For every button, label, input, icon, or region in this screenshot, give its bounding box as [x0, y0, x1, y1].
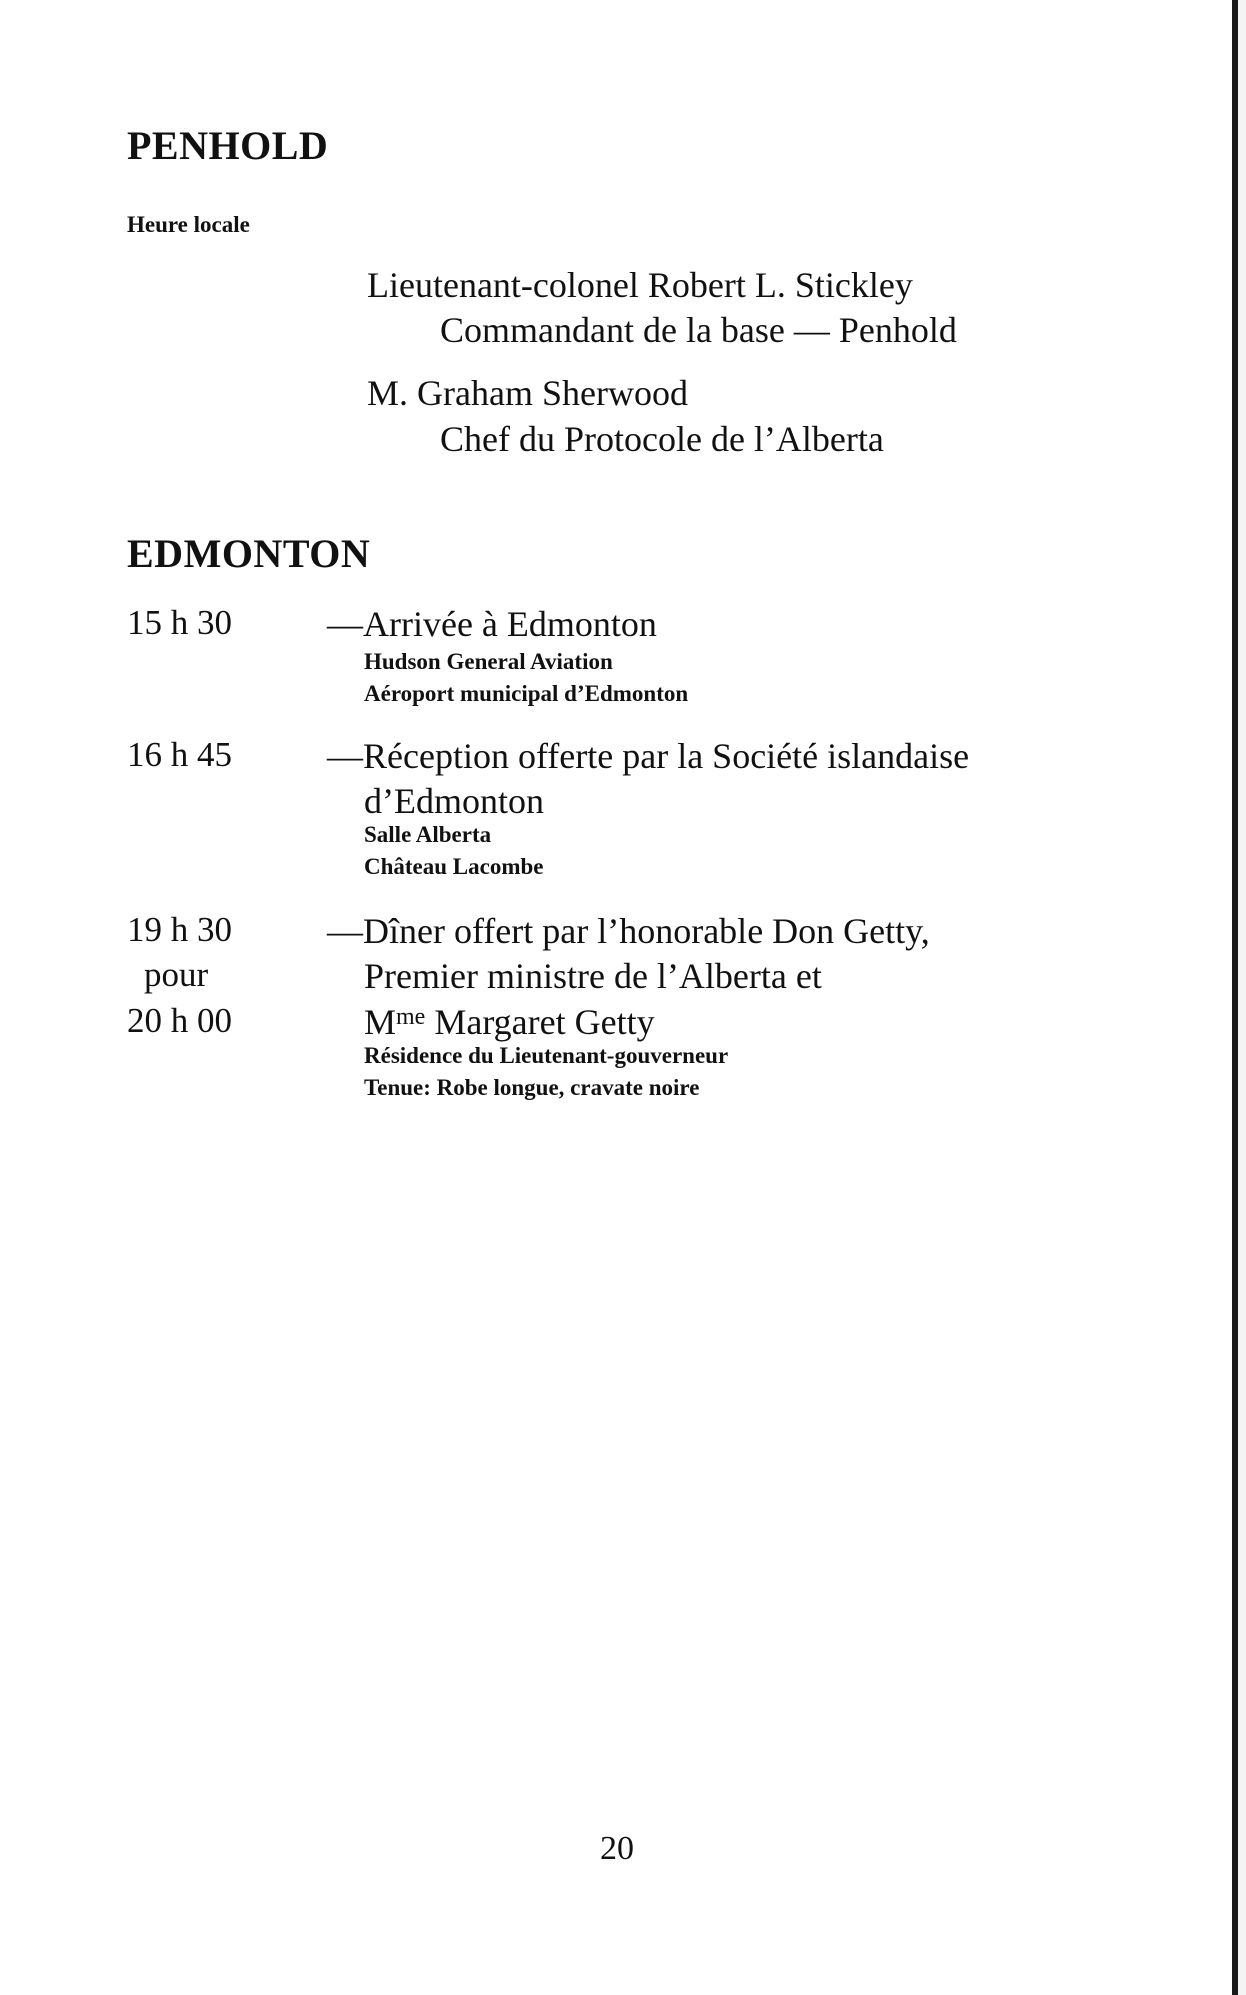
honorific-prefix: M — [364, 1002, 397, 1042]
page-edge-shadow — [1238, 0, 1246, 1995]
event-title-continued: Premier ministre de l’Alberta et — [364, 956, 822, 996]
event-dress-code: Tenue: Robe longue, cravate noire — [364, 1075, 700, 1100]
event-time-connector: pour — [144, 955, 209, 994]
section-title-edmonton: EDMONTON — [127, 531, 371, 576]
event-location: Château Lacombe — [364, 854, 544, 879]
event-time: 19 h 30 — [127, 910, 232, 949]
person-name: Lieutenant-colonel Robert L. Stickley — [367, 265, 913, 305]
person-role: Chef du Protocole de l’Alberta — [440, 419, 884, 459]
person-role: Commandant de la base — Penhold — [440, 310, 957, 350]
local-time-subhead: Heure locale — [127, 212, 250, 237]
page-binding-edge — [1232, 0, 1238, 1995]
event-title: —Réception offerte par la Société islandaise — [327, 736, 970, 776]
event-time-end: 20 h 00 — [127, 1001, 232, 1040]
event-time: 15 h 30 — [127, 603, 232, 642]
event-time: 16 h 45 — [127, 735, 232, 774]
event-title-continued — [364, 1001, 655, 1043]
guest-name: Margaret Getty — [425, 1002, 655, 1042]
event-location: Résidence du Lieutenant-gouverneur — [364, 1043, 729, 1068]
event-location: Salle Alberta — [364, 822, 492, 847]
event-title-continued: d’Edmonton — [364, 781, 544, 821]
section-title-penhold: PENHOLD — [127, 123, 329, 168]
person-name: M. Graham Sherwood — [367, 373, 688, 413]
honorific-superscript: me — [396, 1004, 426, 1030]
page-number: 20 — [600, 1830, 634, 1867]
event-location: Aéroport municipal d’Edmonton — [364, 681, 689, 706]
event-title: —Dîner offert par l’honorable Don Getty, — [327, 911, 930, 951]
event-location: Hudson General Aviation — [364, 649, 613, 674]
event-title: —Arrivée à Edmonton — [327, 604, 657, 644]
